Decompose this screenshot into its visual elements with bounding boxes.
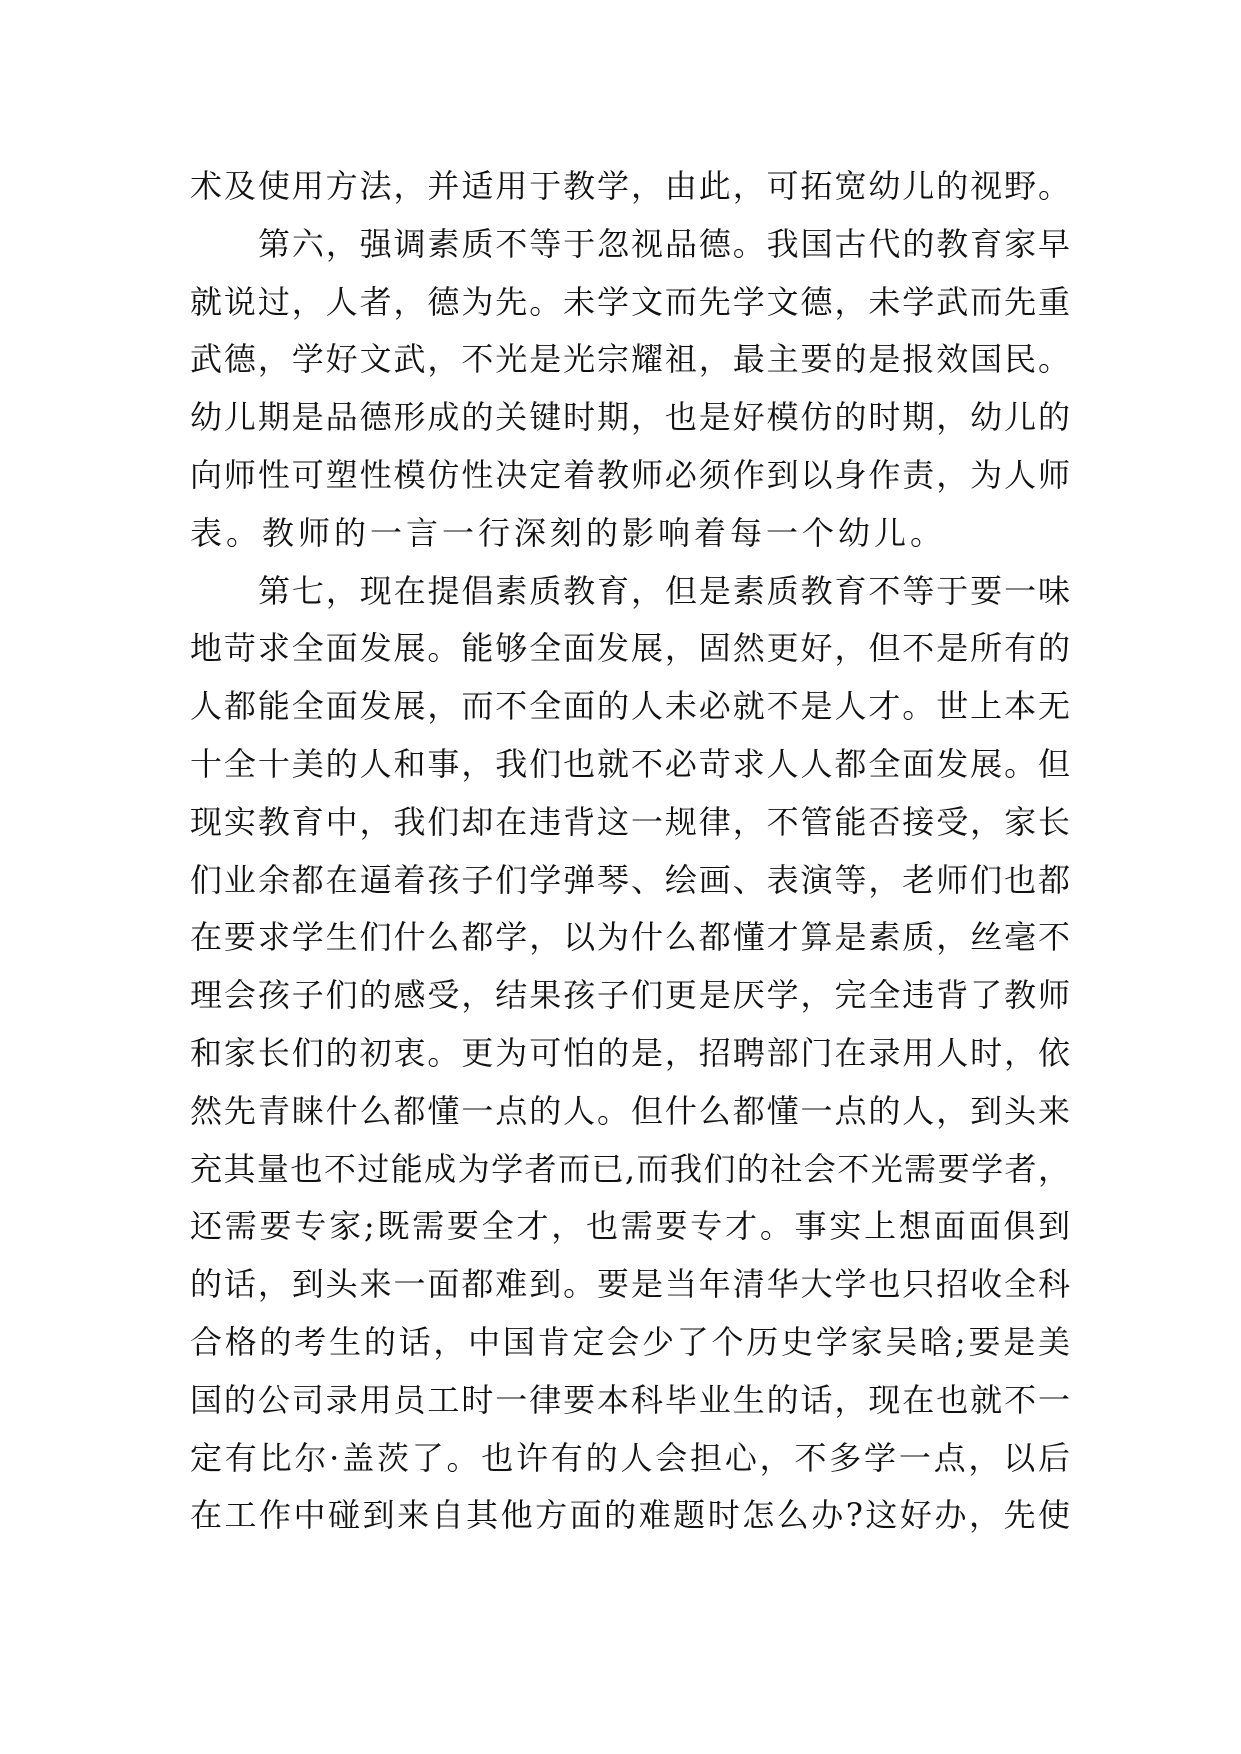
paragraph-start-line: 第七，现在提倡素质教育，但是素质教育不等于要一味 bbox=[258, 571, 1070, 610]
body-text bbox=[190, 158, 1070, 1545]
text-line: 定有比尔·盖茨了。也许有的人会担心，不多学一点，以后 bbox=[190, 1438, 1070, 1477]
text-line: 向师性可塑性模仿性决定着教师必须作到以身作责，为人师 bbox=[190, 455, 1070, 494]
text-line: 十全十美的人和事，我们也就不必苛求人人都全面发展。但 bbox=[190, 744, 1070, 783]
paragraph-end-line: 表。教师的一言一行深刻的影响着每一个幼儿。 bbox=[190, 513, 947, 552]
text-line: 充其量也不过能成为学者而已,而我们的社会不光需要学者， bbox=[190, 1149, 1070, 1188]
text-line: 在工作中碰到来自其他方面的难题时怎么办?这好办，先使 bbox=[190, 1496, 1070, 1535]
text-line: 就说过，人者，德为先。未学文而先学文德，未学武而先重 bbox=[190, 282, 1070, 321]
text-line: 现实教育中，我们却在违背这一规律，不管能否接受，家长 bbox=[190, 802, 1070, 841]
text-line: 的话，到头来一面都难到。要是当年清华大学也只招收全科 bbox=[190, 1265, 1070, 1304]
text-line: 然先青睐什么都懂一点的人。但什么都懂一点的人，到头来 bbox=[190, 1091, 1070, 1130]
text-line: 们业余都在逼着孩子们学弹琴、绘画、表演等，老师们也都 bbox=[190, 860, 1070, 899]
text-line: 合格的考生的话，中国肯定会少了个历史学家吴晗;要是美 bbox=[190, 1322, 1070, 1361]
text-line: 理会孩子们的感受，结果孩子们更是厌学，完全违背了教师 bbox=[190, 976, 1070, 1015]
text-line: 还需要专家;既需要全才，也需要专才。事实上想面面俱到 bbox=[190, 1207, 1070, 1246]
text-line: 地苛求全面发展。能够全面发展，固然更好，但不是所有的 bbox=[190, 629, 1070, 668]
text-line: 和家长们的初衷。更为可怕的是，招聘部门在录用人时，依 bbox=[190, 1033, 1070, 1072]
text-line: 武德，学好文武，不光是光宗耀祖，最主要的是报效国民。 bbox=[190, 340, 1070, 379]
text-line: 国的公司录用员工时一律要本科毕业生的话，现在也就不一 bbox=[190, 1380, 1070, 1419]
text-line: 术及使用方法，并适用于教学，由此，可拓宽幼儿的视野。 bbox=[190, 167, 1070, 205]
text-line: 幼儿期是品德形成的关键时期，也是好模仿的时期，幼儿的 bbox=[190, 398, 1070, 437]
text-line: 在要求学生们什么都学，以为什么都懂才算是素质，丝毫不 bbox=[190, 918, 1070, 957]
text-line: 人都能全面发展，而不全面的人未必就不是人才。世上本无 bbox=[190, 687, 1070, 726]
paragraph-start-line: 第六，强调素质不等于忽视品德。我国古代的教育家早 bbox=[258, 224, 1070, 263]
